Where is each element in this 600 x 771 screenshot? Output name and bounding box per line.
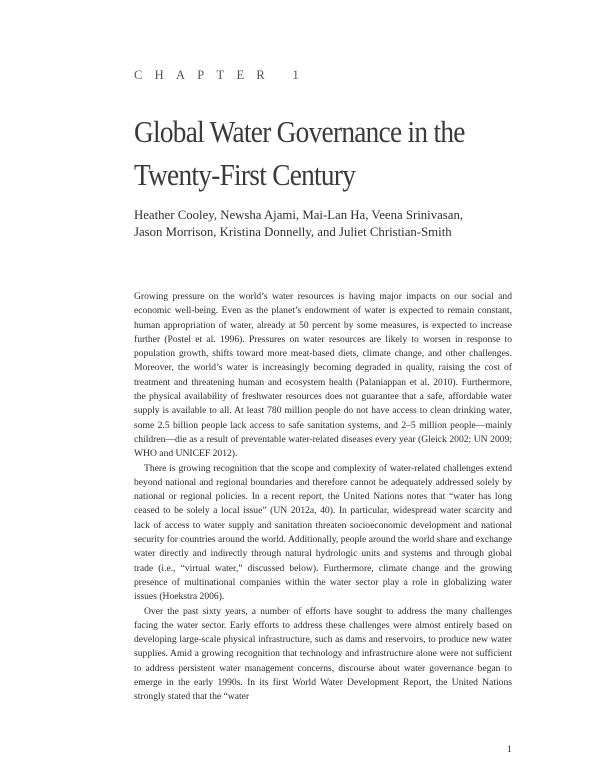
page-number: 1 [507, 744, 512, 755]
body-paragraph-1: Growing pressure on the world’s water resources is having major impacts on our social and economic well-being. Even as the planet’s endowment of water is expected to remain constant, human appropriation of water, already at 50 percent by some measures, is expected to increase further (Postel et al. 1996). Pressures on water resources are likely to worsen in response to population growth, shifts toward more meat-based diets, climate change, and other challenges. Moreover, the world’s water is increasingly becoming degraded in quality, raising the cost of treatment and threatening human and ecosystem health (Palaniappan et al. 2010). Furthermore, the physical availability of freshwater resources does not guarantee that a safe, affordable water supply is available to all. At least 780 million people do not have access to clean drinking water, some 2.5 billion people lack access to safe sanitation systems, and 2–5 million people—mainly children—die as a result of preventable water-related diseases every year (Gleick 2002; UN 2009; WHO and UNICEF 2012). [134, 291, 512, 460]
author-line-1: Heather Cooley, Newsha Ajami, Mai-Lan Ha, Veena Srinivasan, [134, 208, 464, 222]
body-paragraph-2: There is growing recognition that the scope and complexity of water-related challenges extend beyond national and regional boundaries and therefore cannot be adequately addressed solely by national or regional policies. In a recent report, the United Nations notes that “water has long ceased to be solely a local issue” (UN 2012a, 40). In particular, widespread water scarcity and lack of access to water supply and sanitation threaten socioeconomic development and national security for countries around the world. Additionally, people around the world share and exchange water directly and indirectly through natural hydrologic units and systems and through global trade (i.e., “virtual water,” discussed below). Furthermore, climate change and the growing presence of multinational companies within the water sector play a role in globalizing water issues (Hoekstra 2006). [134, 462, 512, 603]
author-line-2: Jason Morrison, Kristina Donnelly, and Juliet Christian-Smith [134, 224, 452, 239]
chapter-label: CHAPTER 1 [134, 68, 312, 82]
author-list [134, 207, 574, 240]
chapter-title-line-2: Twenty-First Century [134, 157, 356, 192]
chapter-title-line-1: Global Water Governance in the [134, 114, 465, 149]
body-text [134, 290, 512, 705]
chapter-title [134, 110, 521, 196]
body-paragraph-3: Over the past sixty years, a number of efforts have sought to address the many challenges facing the water sector. Early efforts to address these challenges were almost entirely based on developing large-scale physical infrastructure, such as dams and reservoirs, to produce new water supplies. Amid a growing recognition that technology and infrastructure alone were not sufficient to address persistent water management concerns, discourse about water governance began to emerge in the early 1990s. In its first World Water Development Report, the United Nations strongly stated that the “water [134, 605, 512, 703]
